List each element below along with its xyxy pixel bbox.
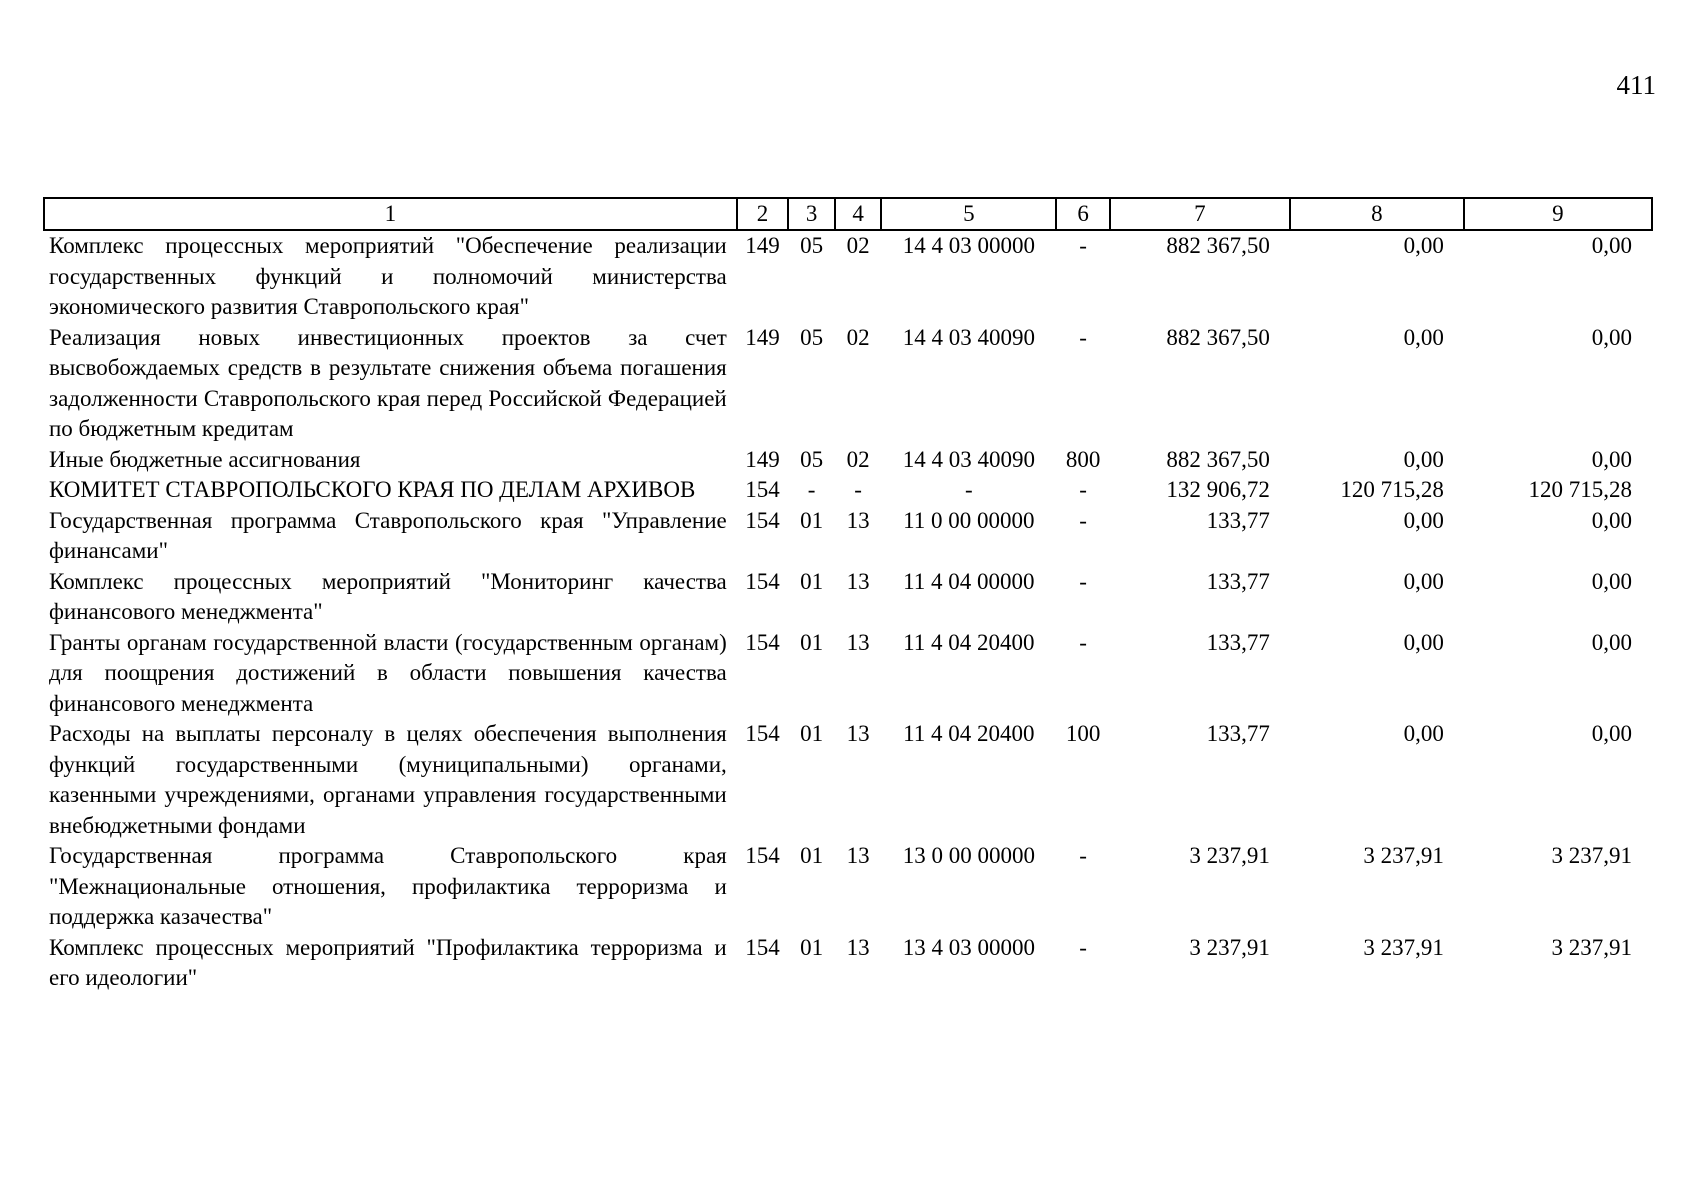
table-row (44, 719, 1652, 841)
cell-amount: 132 906,72 (1166, 477, 1270, 502)
row-name: Государственная программа Ставропольского края "Управление финансами" (49, 507, 727, 563)
cell-code: 154 (745, 721, 780, 746)
column-header: 5 (881, 198, 1056, 230)
cell-code: - (1079, 934, 1087, 960)
table-row (44, 628, 1652, 720)
table-row (44, 230, 1652, 323)
cell-amount: 882 367,50 (1166, 233, 1270, 258)
cell-code: 02 (846, 233, 870, 258)
cell-code: - (1079, 568, 1087, 594)
table-row (44, 841, 1652, 933)
cell-amount: 0,00 (1403, 568, 1444, 594)
row-name: Гранты органам государственной власти (государственным органам) для поощрения достижений в области повышения качества финансового менеджмента (49, 629, 727, 716)
row-name: Комплекс процессных мероприятий "Мониторинг качества финансового менеджмента" (49, 568, 727, 624)
column-header: 6 (1056, 198, 1110, 230)
cell-amount: 0,00 (1591, 507, 1632, 533)
column-header: 1 (44, 198, 737, 230)
cell-code: 01 (800, 568, 824, 594)
column-header: 2 (737, 198, 789, 230)
cell-code: - (1079, 233, 1087, 258)
cell-code: 154 (745, 629, 780, 655)
cell-code: 02 (846, 324, 870, 350)
cell-code: 02 (846, 446, 870, 472)
cell-amount: 3 237,91 (1551, 843, 1632, 868)
cell-code: 154 (745, 934, 780, 960)
cell-code: 13 0 00 00000 (902, 843, 1035, 868)
cell-amount: 882 367,50 (1166, 324, 1270, 350)
cell-code: 154 (745, 843, 780, 868)
cell-amount: 0,00 (1591, 568, 1632, 594)
table-row (44, 567, 1652, 628)
cell-amount: 0,00 (1403, 721, 1444, 746)
cell-code: - (1079, 629, 1087, 655)
cell-code: 149 (745, 324, 780, 350)
cell-amount: 3 237,91 (1189, 843, 1270, 868)
cell-amount: 120 715,28 (1528, 477, 1632, 502)
cell-code: 11 4 04 20400 (903, 721, 1035, 746)
cell-code: 14 4 03 40090 (902, 324, 1035, 350)
row-name: КОМИТЕТ СТАВРОПОЛЬСКОГО КРАЯ ПО ДЕЛАМ АРХИВОВ (49, 477, 696, 502)
cell-code: - (1079, 324, 1087, 350)
cell-code: 05 (800, 446, 824, 472)
row-name: Иные бюджетные ассигнования (49, 446, 361, 472)
table-row (44, 506, 1652, 567)
cell-amount: 133,77 (1206, 629, 1270, 655)
cell-code: 01 (800, 507, 824, 533)
table-row (44, 445, 1652, 476)
column-header: 9 (1464, 198, 1652, 230)
cell-code: - (1079, 507, 1087, 533)
cell-amount: 0,00 (1403, 629, 1444, 655)
cell-amount: 0,00 (1591, 324, 1632, 350)
cell-code: 13 (846, 843, 870, 868)
column-header: 4 (835, 198, 882, 230)
cell-code: 11 0 00 00000 (903, 507, 1035, 533)
cell-amount: 3 237,91 (1189, 934, 1270, 960)
cell-amount: 0,00 (1403, 233, 1444, 258)
row-name: Расходы на выплаты персоналу в целях обеспечения выполнения функций государственными (муниципальными) органами, казенными учреждениями, органами управления государственными внебюджетными фондами (49, 721, 727, 838)
cell-amount: 0,00 (1591, 629, 1632, 655)
cell-code: 13 4 03 00000 (902, 934, 1035, 960)
column-header: 7 (1110, 198, 1290, 230)
cell-code: - (854, 477, 862, 502)
cell-code: 13 (846, 507, 870, 533)
column-header: 8 (1290, 198, 1464, 230)
table-row (44, 475, 1652, 506)
cell-amount: 0,00 (1591, 233, 1632, 258)
cell-amount: 3 237,91 (1363, 934, 1444, 960)
cell-code: 154 (745, 507, 780, 533)
cell-code: 01 (800, 843, 824, 868)
cell-code: 01 (800, 629, 824, 655)
cell-amount: 0,00 (1591, 446, 1632, 472)
cell-code: 149 (745, 446, 780, 472)
row-name: Комплекс процессных мероприятий "Обеспечение реализации государственных функций и полномочий министерства экономического развития Ставропольского края" (49, 233, 727, 319)
cell-amount: 882 367,50 (1166, 446, 1270, 472)
cell-amount: 3 237,91 (1363, 843, 1444, 868)
cell-code: 13 (846, 934, 870, 960)
cell-code: 13 (846, 629, 870, 655)
cell-amount: 133,77 (1206, 721, 1270, 746)
cell-code: 01 (800, 934, 824, 960)
cell-code: 14 4 03 40090 (902, 446, 1035, 472)
table-row (44, 323, 1652, 445)
row-name: Реализация новых инвестиционных проектов за счет высвобождаемых средств в результате снижения объема погашения задолженности Ставропольского края перед Российской Федерацией по бюджетным кредитам (49, 324, 727, 441)
cell-code: 05 (800, 233, 824, 258)
row-name: Комплекс процессных мероприятий "Профилактика терроризма и его идеологии" (49, 934, 727, 990)
cell-code: 154 (745, 568, 780, 594)
cell-code: 154 (745, 477, 780, 502)
header-row (44, 198, 1652, 230)
cell-code: 800 (1065, 446, 1101, 472)
cell-amount: 133,77 (1206, 507, 1270, 533)
cell-code: 149 (745, 233, 780, 258)
cell-code: 01 (800, 721, 824, 746)
budget-table (43, 197, 1653, 994)
cell-code: - (807, 477, 816, 502)
cell-amount: 0,00 (1403, 446, 1444, 472)
cell-code: 13 (846, 721, 870, 746)
page-number: 411 (1616, 70, 1656, 100)
row-name: Государственная программа Ставропольского края "Межнациональные отношения, профилактика терроризма и поддержка казачества" (49, 843, 727, 929)
cell-code: 14 4 03 00000 (902, 233, 1035, 258)
cell-code: - (1079, 477, 1087, 502)
cell-code: - (964, 477, 973, 502)
cell-code: - (1079, 843, 1087, 868)
cell-amount: 0,00 (1403, 507, 1444, 533)
cell-amount: 133,77 (1206, 568, 1270, 594)
cell-amount: 120 715,28 (1340, 477, 1444, 502)
cell-amount: 0,00 (1403, 324, 1444, 350)
cell-amount: 0,00 (1591, 721, 1632, 746)
cell-code: 11 4 04 20400 (903, 629, 1035, 655)
cell-amount: 3 237,91 (1551, 934, 1632, 960)
table-row (44, 933, 1652, 994)
column-header: 3 (788, 198, 835, 230)
cell-code: 11 4 04 00000 (903, 568, 1035, 594)
cell-code: 100 (1065, 721, 1101, 746)
cell-code: 13 (846, 568, 870, 594)
cell-code: 05 (800, 324, 824, 350)
